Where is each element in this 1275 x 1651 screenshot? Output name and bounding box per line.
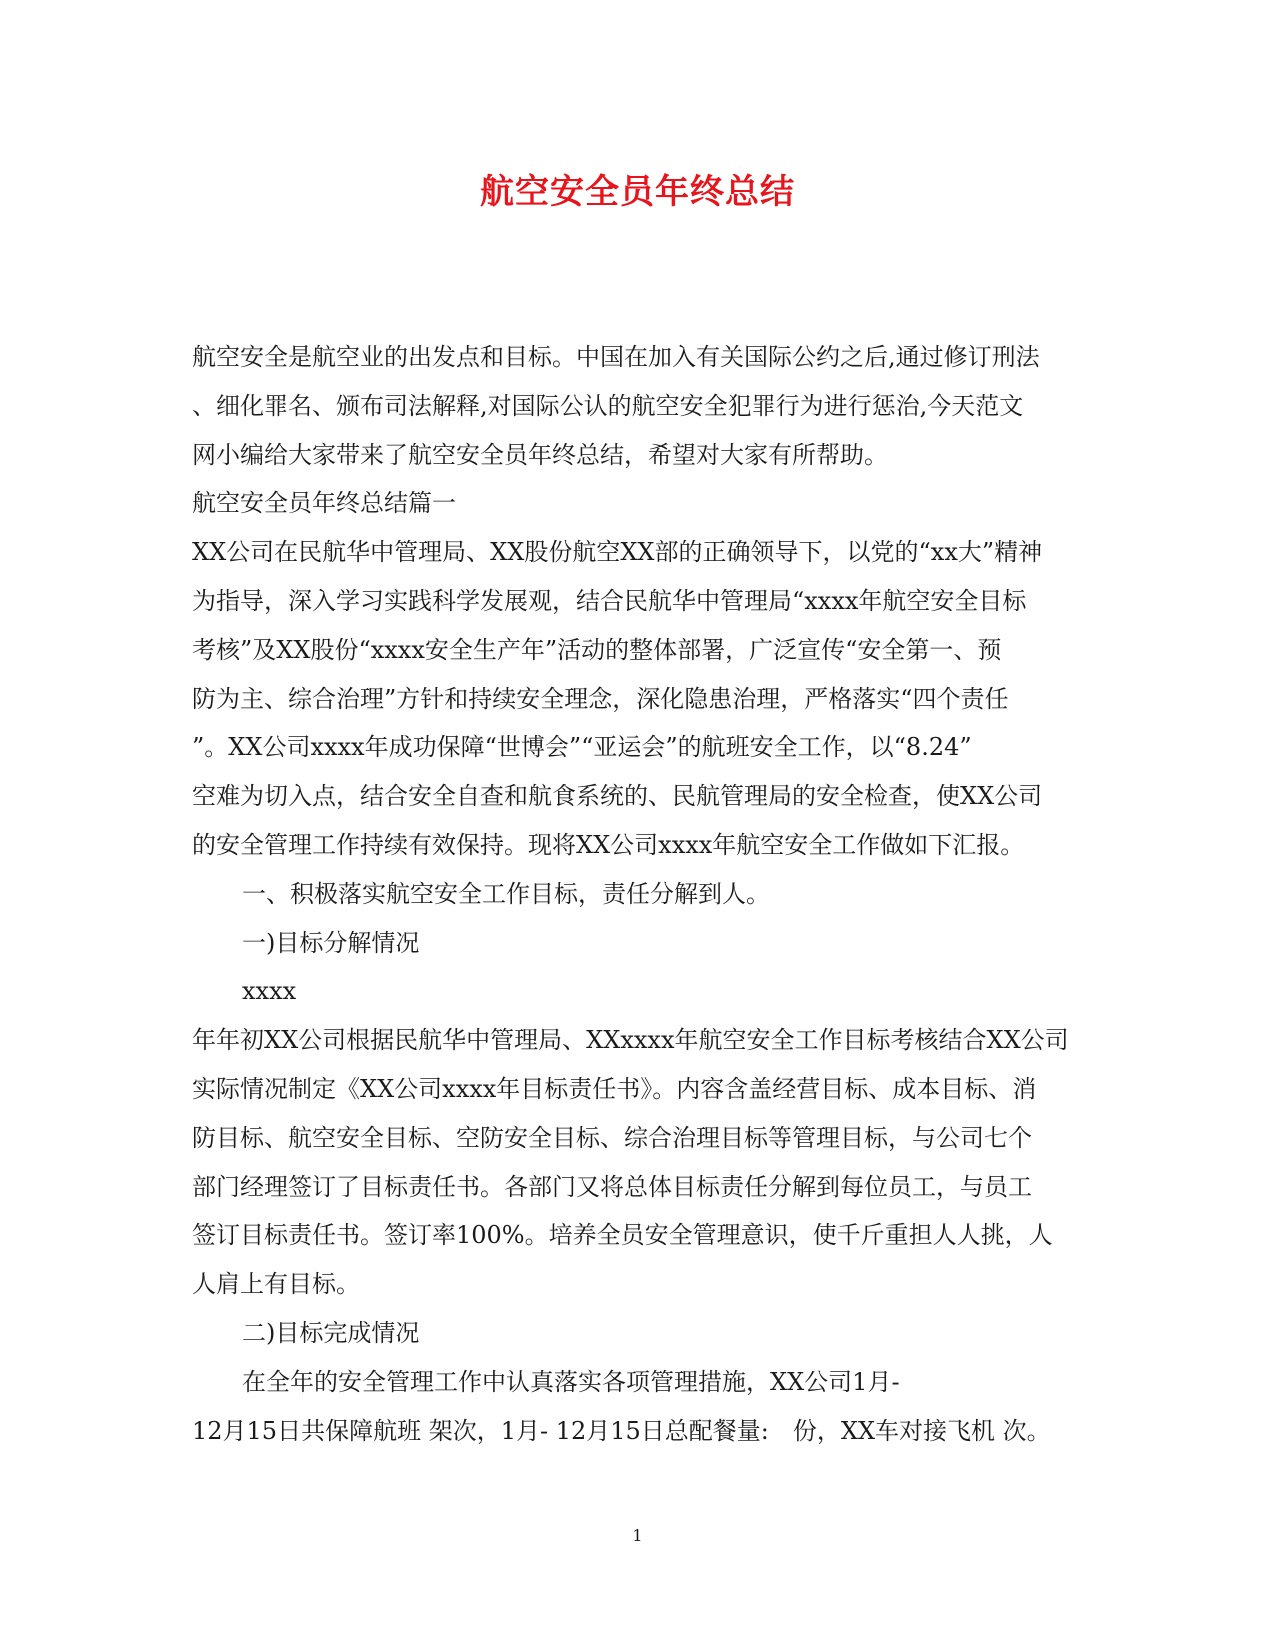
text-line: xxxx xyxy=(242,977,297,1006)
document-body xyxy=(192,333,1082,1455)
text-line: 签订目标责任书。签订率100%。培养全员安全管理意识，使千斤重担人人挑，人 xyxy=(192,1221,1053,1250)
page-number: 1 xyxy=(632,1526,643,1545)
section-heading: 航空安全员年终总结篇一 xyxy=(192,489,456,518)
text-line: 空难为切入点，结合安全自查和航食系统的、民航管理局的安全检查，使XX公司 xyxy=(192,782,1043,811)
subsection-heading: 一、积极落实航空安全工作目标，责任分解到人。 xyxy=(242,879,770,908)
text-line: 实际情况制定《XX公司xxxx年目标责任书》。内容含盖经营目标、成本目标、消 xyxy=(192,1074,1037,1103)
text-line: 防目标、航空安全目标、空防安全目标、综合治理目标等管理目标，与公司七个 xyxy=(192,1123,1032,1152)
text-line: 12月15日共保障航班 架次，1月- 12月15日总配餐量: 份，XX车对接飞机 次。 xyxy=(192,1416,1051,1445)
document-title: 航空安全员年终总结 xyxy=(480,172,795,212)
text-line: 防为主、综合治理”方针和持续安全理念，深化隐患治理，严格落实“四个责任 xyxy=(192,684,1009,713)
text-line: 航空安全是航空业的出发点和目标。中国在加入有关国际公约之后,通过修订刑法 xyxy=(192,343,1040,371)
text-line: 年年初XX公司根据民航华中管理局、XXxxxx年航空安全工作目标考核结合XX公司 xyxy=(192,1026,1069,1055)
text-line: 在全年的安全管理工作中认真落实各项管理措施，XX公司1月- xyxy=(242,1367,900,1396)
text-line: 人肩上有目标。 xyxy=(192,1270,360,1299)
text-line: 的安全管理工作持续有效保持。现将XX公司xxxx年航空安全工作做如下汇报。 xyxy=(192,830,1025,859)
text-line: ”。XX公司xxxx年成功保障“世博会”“亚运会”的航班安全工作，以“8.24” xyxy=(192,733,972,762)
text-line: 网小编给大家带来了航空安全员年终总结，希望对大家有所帮助。 xyxy=(192,440,888,469)
text-line: 考核”及XX股份“xxxx安全生产年”活动的整体部署，广泛宣传“安全第一、预 xyxy=(192,635,1002,664)
subsection-heading: 二)目标完成情况 xyxy=(242,1318,420,1347)
text-line: 为指导，深入学习实践科学发展观，结合民航华中管理局“xxxx年航空安全目标 xyxy=(192,586,1027,615)
subsection-heading: 一)目标分解情况 xyxy=(242,928,420,957)
text-line: 部门经理签订了目标责任书。各部门又将总体目标责任分解到每位员工，与员工 xyxy=(192,1172,1032,1201)
text-line: 、细化罪名、颁布司法解释,对国际公认的航空安全犯罪行为进行惩治,今天范文 xyxy=(192,391,1024,420)
text-line: XX公司在民航华中管理局、XX股份航空XX部的正确领导下，以党的“xx大”精神 xyxy=(192,538,1043,567)
